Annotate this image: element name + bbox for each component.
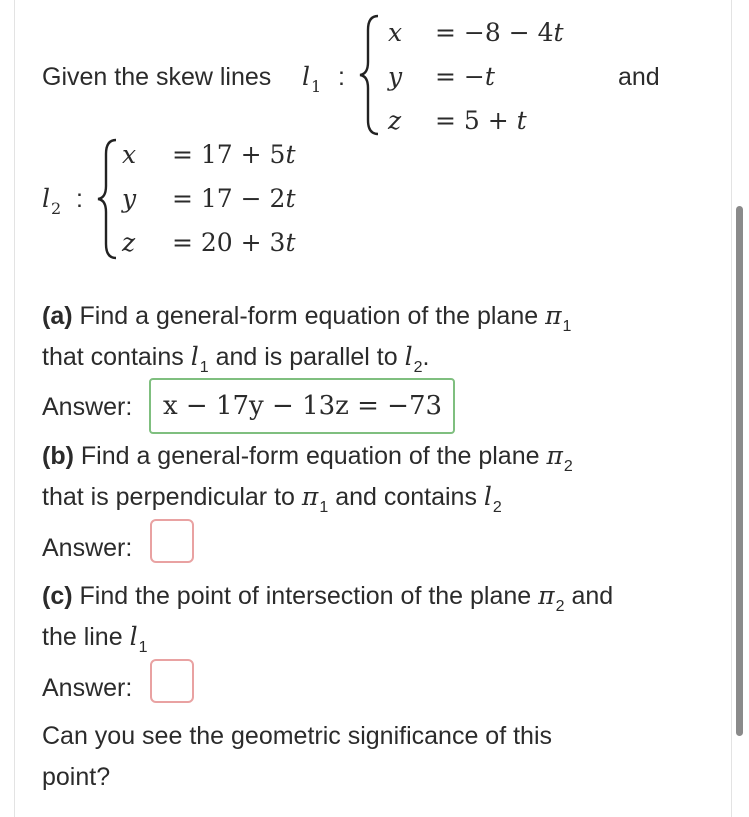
l2-colon: : <box>76 185 83 213</box>
closing-line2: point? <box>42 763 111 791</box>
l1-brace <box>356 12 382 138</box>
l2-x-var: x <box>122 140 137 169</box>
part-c-line1: (c) Find the point of intersection of the plane $\pi_2$ and <box>42 581 614 615</box>
part-a-answer-label: Answer: <box>42 393 133 421</box>
l2-label: $l_2$ <box>42 184 62 218</box>
l2-z-eq: = 20 + 3t <box>172 228 296 257</box>
intro-text: Given the skew lines <box>42 63 272 91</box>
intro-and: and <box>618 63 660 91</box>
part-b-answer-field[interactable] <box>150 519 194 563</box>
l1-y-var: y <box>388 62 403 91</box>
part-a-answer-value: x − 17y − 13z = −73 <box>163 391 443 421</box>
part-b-answer-label: Answer: <box>42 534 133 562</box>
l1-label: $l_1$ <box>302 62 322 96</box>
l1-z-var: z <box>388 106 402 135</box>
l1-z-eq: = 5 + t <box>435 106 527 135</box>
l2-y-var: y <box>122 184 137 213</box>
l2-z-var: z <box>122 228 136 257</box>
scrollbar[interactable] <box>736 206 743 736</box>
l1-x-var: x <box>388 18 403 47</box>
part-b-line1: (b) Find a general-form equation of the plane $\pi_2$ <box>42 441 573 475</box>
closing-line1: Can you see the geometric significance of this <box>42 722 552 750</box>
part-a-line2: that contains $l_1$ and is parallel to $l_2$. <box>42 342 430 376</box>
l1-x-eq: = −8 − 4t <box>435 18 564 47</box>
part-a-answer-field[interactable] <box>149 378 455 434</box>
part-b-line2: that is perpendicular to $\pi_1$ and contains $l_2$ <box>42 482 502 516</box>
part-c-answer-label: Answer: <box>42 674 133 702</box>
part-c-line2: the line $l_1$ <box>42 622 148 656</box>
l2-x-eq: = 17 + 5t <box>172 140 296 169</box>
l1-y-eq: = −t <box>435 62 495 91</box>
l2-brace <box>94 136 120 262</box>
part-c-answer-field[interactable] <box>150 659 194 703</box>
l1-colon: : <box>338 63 345 91</box>
part-a-line1: (a) Find a general-form equation of the plane $\pi_1$ <box>42 301 572 335</box>
l2-y-eq: = 17 − 2t <box>172 184 296 213</box>
